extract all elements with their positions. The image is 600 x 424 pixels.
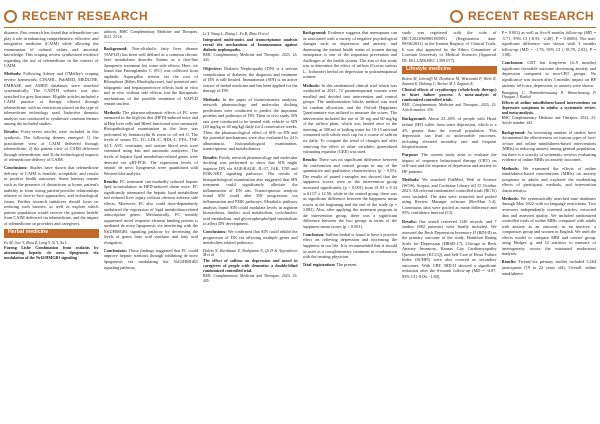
reference-authors: Bolem M, Gierruffi M, Dewhurst M, Wrzesinski P, Wiele R, Zammit E, Hubang C, Becker M J, Zagaria E. <box>402 77 497 87</box>
paragraph: Purpose: The current study aims to evaluate the impact of sequence behavioural therapy (CBT) on self-care and the response of depression and anxiety in HF patients. <box>402 152 497 174</box>
circle-logo-icon <box>4 10 17 23</box>
section-label-lifestyle-medicine: Lifestyle medicine <box>402 66 497 75</box>
article-columns <box>4 30 596 420</box>
column-6 <box>502 30 597 420</box>
reference-authors: Li Y, Wang L, Zhang J, Xu B, Zhao H et al <box>203 32 269 36</box>
reference-journal: BMC Complementary Medicine and Therapies. 2023; 23: Article number: 256. <box>402 103 497 112</box>
column-2 <box>104 30 199 420</box>
paragraph: Background: About 25–40% of people with Heart failure (HF) suffer from some depression, which is a 4% greater than the overall population. This depression can lead to unfavorable outcomes, including elevated mortality rate and frequent hospitalization. <box>402 116 497 150</box>
header-rule <box>4 27 596 28</box>
column-5 <box>402 30 497 420</box>
reference-journal: BMC Complementary Medicine and Therapies. 2023; 23: Article number: 445. <box>501 116 596 125</box>
section-title-left: RECENT RESEARCH <box>22 9 149 23</box>
paragraph: Trial registration: The present <box>302 262 357 268</box>
paragraph: Conclusions: Studies have shown that telemedicine delivery of CAIM is feasible, acceptable, and results in positive health outcomes. Some barriers remain such as the presence of distractions at home, patient's inability to form strong patient-provider relationships relative to face-to-face approaches, and technological issues. Further research initiatives should focus on reducing such barriers, as well as explore which patient population would receive the greatest benefit from CAIM delivered via telemedicine, and the impact of telemedicine on providers and caregivers. <box>4 165 99 226</box>
paragraph: Methods: The pharmacodynamic effects of FC were measured in the high-fat diet (HFD)-induced mice and in Hep liver cells and Bleed functional were measured. Histopathological examination in the liver was performed by hematoxylin & eosin or oil red O. The levels of serum TG, TC, LDL-C, HDL-C, FFA, TNF, ALT, AST, creatinine, and routine blood tests were examined using kits and automatic analyzers. The levels of hepatic lipid metabolism-related genes were detected via qRT-PCR. The expression levels of hepatic de novo lipogenesis were quantitated with Western blot analysis. <box>103 109 198 176</box>
reference-authors: Dalvin N, Kurdistani Z, Shahpanai N, Qi D & Ajayraltorei M et al <box>203 248 298 258</box>
reference <box>402 77 497 112</box>
column-1 <box>4 30 99 420</box>
reference <box>203 249 298 284</box>
reference <box>502 91 597 126</box>
reference-authors: Ruangsing C, Thamrabiensuang P, Wanuchanong P, Thaygan J, Kunkol <box>501 90 596 100</box>
paragraph: Methods: We examined the effects of online mindfulness-based interventions (MBIs) on anxiety symptoms in adults and explored the moderating effects of participant, methods, and intervention characteristics. <box>501 165 596 193</box>
paragraph: Conclusions: These findings suggested that FC could improve hepatic steatosis through inhibiting de novo lipogenesis via modulating the Nrf2/HMGB1 signaling pathway. <box>103 247 198 270</box>
paragraph: Conclusion: Saffron herbal is found to have a positive effect on relieving depression and increasing the happiness in our life. It is recommended that it should be used as a complementary treatment in combination with the treating physician. <box>302 231 397 260</box>
reference-title: Effects of online mindfulness-based interventions on depressive symptoms in adults: a systematic review and meta-analysis. <box>501 100 596 116</box>
reference-title: Clinical effects of cryotherapy (whole-body therapy) to heart failure process: A meta-analysis of randomized controlled trials. <box>402 87 497 103</box>
reference-journal: BMC Complementary Medicine and Therapies. 2023; 23: 445. <box>203 274 298 283</box>
circle-logo-icon <box>450 10 463 23</box>
reference-title: Integrated multi-omics and transcriptomic analysis reveal the mechanisms of Immunomma against diabetic nephropathy. <box>203 36 298 52</box>
paragraph: Results: There was no significant difference between the intervention and control groups in any of the quantitative and qualitative characteristics (p > 0.05). The results of paired t-samples test showed that the happiness scores were in the intervention group increased significantly (p < 0.001) from 41.93 ± 8.34 to 61.07 ± 12.56, while in the control group, there was no significant difference between the happiness mean scores at the beginning and the end of the study (p = 0.083). Also, after applying the treatment program in the intervention group, there was a significant difference between the two groups in terms of the happiness mean scores (p < 0.001). <box>302 157 397 229</box>
header-right <box>450 6 594 26</box>
section-title-right: RECENT RESEARCH <box>467 9 594 23</box>
header-left <box>4 6 148 26</box>
paragraph: study was registered with the code of IRCT20210609051809N1 (Registration date: 09/06/2021) in the Iranian Registry of Clinical Trials. It was also approved by the Ethics Committee of Lorestan University of Medical Sciences (Approval ID: IR.LUMS.REC.1399.077). <box>402 30 497 63</box>
reference-authors: Fu M, Gao Y, Zhou Z, Long Y, Xi Y, Xu L <box>4 240 68 245</box>
paragraph: Background: An increasing number of studies have documented the effectiveness on various types of face-to-face and online mindfulness-based interventions (MBIs) in reducing anxiety among general population, but there is a scarcity of systematic reviews evaluating evidence of online MBIs on anxiety outcomes. <box>501 129 596 163</box>
paragraph: distance. Past research has found that telemedicine can play a role in enhancing comprehensive, effective, and integrative medicine (CAIM) while allowing the examination of cultural values and ancestral knowledge. This scoping review synthesized evidence regarding the use of telemedicine in the context of CAIM. <box>4 30 99 69</box>
reference-title: The effect of saffron on depression and mood in caregivers of people with dementia: a double-blind randomized controlled trial. <box>203 258 298 274</box>
paragraph: Objective: Diabetic Nephropathy (DN) is a serious complication of diabetes, the diagnosis and treatment of DN is still limited. Immunomax (SIN) is an active extract of herbal medicine and has been applied for the therapy of DN. <box>203 66 298 94</box>
column-4 <box>303 30 398 420</box>
divider <box>104 42 199 43</box>
paragraph: Conclusion: CBT has long-term (4–9 months) significant favorable outcome decreasing anxiety and depression compared to non-CBT groups. No significance was shown after 3 months' impact on HF patients' self-care, depression, or anxiety were shown. <box>501 60 596 88</box>
paragraph: Methods: We systematically searched nine databases through May 2022 with no language restrictions. Two reviewers independently screened articles, extracted data and assessed quality. We included randomized controlled trials of online MBIs compared with adults with anxiety as an outcome, in an inactive, a comparison group and women in English. We used the effects model to compare MBI and control group, using Hedges' g, and I2 statistics to measure of heterogeneity across the estimated moderators analyses. <box>501 195 596 257</box>
paragraph: P = 0.003) as well as 6-to-9 months follow-up (MD = -5.71, 95% CI [-8.93, -2.48], P = 0.0006). The non-significant difference was shown with 3 months follow-up (MD = -1.76, 95% CI [-18.78, 2.03], P = 0.08). <box>501 30 596 58</box>
section-label-herbal-medicine: Herbal medicine <box>4 229 99 238</box>
paragraph: Results: Forty-seven articles were included in this synthesis. The following themes emerged: 1) the practitioner view of CAIM delivered through telemedicine, 2) the patient view of CAIM delivered through telemedicine, and 3) the technological impacts of telemedicine delivery of CAIM. <box>4 129 99 163</box>
paragraph: Background: Non-alcoholic fatty liver disease (NAFLD) has been well defined as a common chronic liver metabolism disorder. Statins as a first-line therapeutic treatment but some side effects. Here, we found that Fuzenglanshe C (FC) was collected from naphtalic Aspergillus terreus via the root of Ribosphora (Ribes Rhodophyceae), had potential anti-adipogenic and hepatoprotective effects both in vitro and in vivo without side effects, but the therapeutic mechanisms of the possible treatment of NAFLD remain unclear. <box>103 46 198 107</box>
paragraph: Methods: In this randomized clinical trial which was conducted in 2021, 72 postmenopausal women were enrolled and divided into intervention and control groups. The randomization blocks method was used for random allocation, and the Oxford Happiness Questionnaire was utilized to measure the scores. The intervention included the use of 30 mg and 60 mg/kg of the saffron plant, which was healed once in the morning, at 300 ml of boiling water for 10-15 min and consumed with whole each cup for a course of saffron six daily. To compare the trend of changes and after removing the effect of other variables, generalized estimating equation (GEE) was used. <box>302 82 397 155</box>
paragraph: Results: Firstly, network pharmacology and molecular docking was performed to show that SIN might improve DN via AGE-RAGE, IL-17, JAK, TNF and PI3K/AKT signaling pathways. The results of histopathological examination also suggested that SIN treatment could significantly alleviate the inflammation of DN rats. Transcriptomic analysis found SIN could alter DN progression via inflammation and PI3K pathways. Metabolic pathway analysis found SIN could modulate levels in arginine biosynthesis, linoleic acid metabolism, cyclolinoleic acid metabolism, and glycerophospholipid metabolism to affect DN development. <box>203 154 298 227</box>
paragraph: Methods: We searched PubMed, Web of Science (WOS), Scopus, and Cochrane Library till 15 October 2023. All relevant randomized controlled trials (RCTs) were included. The data were extracted and pooled using Review Manager software (RevMan 5.4). Continuous data were pooled as mean difference and 95% confidence interval (CI). <box>402 177 497 216</box>
paragraph: Methods: Following Arksey and O'Malley's scoping review framework, CINAHL, PubMED, MEDLINE, EMBASE and AMED databases were searched systematically. The CADTH website was also searched for grey literature. Eligible articles included a CAIM practice or therapy offered through telemedicine, with no restrictions placed on the type of telemedicine technology used. Inductive thematic analysis was conducted to synthesize common themes among the included studies. <box>4 71 99 127</box>
reference-journal: BMC Complementary Medicine and Therapies. 2023; 23: 443. <box>203 52 298 62</box>
reference-title: Fuzeng Lishe Combination from sealants by attenuating hepatic cle novo lipogenesis via modulation of the Nrf2/HMGB1 signaling <box>4 245 99 261</box>
paragraph: Methods: In the paper of bioinformatics analyses, network pharmacology and molecular docking predictions were conducted to predict the important proteins and pathways of DN. Then in vivo study, DN rats were conducted to be treated with vehicle or SIN (20 mg/kg or 40 mg/kg) daily for 4 consecutive weeks. Then, the pharmacological effect of SIN on DN and the potential mechanisms were also evaluated by 24 h albuminuria, histopathological examination, transcriptome, and metabolomics. <box>203 96 298 152</box>
paragraph: Results: FC treatment can markedly reduced hepatic lipid accumulation in HFD-induced obese mice. FC significantly attenuated the hepatic lipid metabolism and reduced liver injury without obvious adverse side effects. Moreover, FC also could dose-dependently modulated the expression of lipid metabolism-related transcription genes. Mechanically, FC notably suppressed novel response element binding protein is mediated de novo lipogenesis via interfering with the Nrf2/HMGB1 signaling pathway by decreasing the levels of genes fatty acid synthase and fatty acid elongation. <box>103 178 198 245</box>
reference-journal: pathway. BMC Complementary Medicine and Therapies. 2023. 23:16. <box>103 30 198 39</box>
paragraph: Results: Our search retrieved 1146 records, and 7 studies (682 patients) were finally included. We assessed the Beck Depression Inventory II (BDI-II) as the primary outcome of the study, Hamilton Rating Scale for Depression (HRSD-17), Chicago in Beck Anxiety Inventory, Kansas City Cardiomyopathy Questionnaire (KCCQ), and Self-Care of Heart Failure Index (SCHFI) were also covered as secondary outcomes. With CBT, BDI-II showed a significant reduction after the 6-month follow-up (MD = -4.87, 95% CI [-8.06, -1.69], <box>402 218 497 279</box>
column-3 <box>203 30 298 420</box>
paragraph: Results: Twenty-six primary studies included 5,264 participants (19 to 22 years old). Overall, online mindfulness- <box>501 259 596 276</box>
paragraph: Background: Evidence suggests that menopause can be associated with a variety of negative psychological changes such as depression and anxiety, and depressing the mental health status of women during menopause is one of the important prevention and challenges of the health system. The aim of this study was to determine the effect of saffron (Crocus sativus L., Iridaceae) herbal on depression in postmenopausal women. <box>302 30 397 80</box>
reference <box>203 32 298 62</box>
paragraph: Conclusions: We confirmed that SIN could inhibit the progression of DN via affecting multiple genes and metabolites related pathways. <box>203 229 298 246</box>
